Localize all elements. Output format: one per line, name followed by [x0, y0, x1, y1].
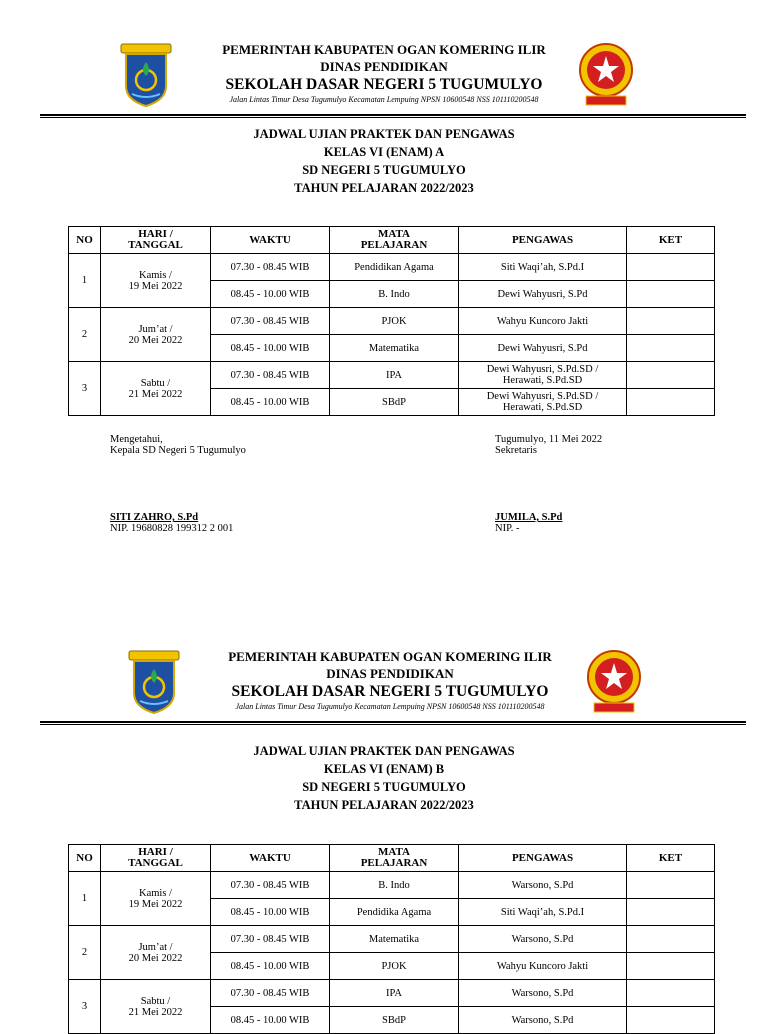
proctor-cell: Siti Waqi’ah, S.Pd.I	[459, 899, 627, 926]
table-header-row	[69, 845, 715, 872]
proctor-cell: Siti Waqi’ah, S.Pd.I	[459, 254, 627, 281]
letterhead-divider	[40, 114, 746, 118]
letterhead	[6, 629, 768, 709]
row-number: 3	[69, 362, 101, 416]
header-subject: MATA PELAJARAN	[330, 227, 459, 254]
proctor-cell: Wahyu Kuncoro Jakti	[459, 308, 627, 335]
secretary-nip: NIP. -	[495, 523, 520, 534]
subject-cell: SBdP	[330, 1007, 459, 1034]
school-emblem-icon	[586, 649, 642, 715]
table-header-row	[69, 227, 715, 254]
header-no: NO	[69, 227, 101, 254]
note-cell	[627, 1007, 715, 1034]
principal-nip: NIP. 19680828 199312 2 001	[110, 523, 234, 534]
principal-name: SITI ZAHRO, S.Pd	[110, 512, 199, 523]
subject-cell: PJOK	[330, 953, 459, 980]
proctor-cell: Warsono, S.Pd	[459, 872, 627, 899]
time-cell: 08.45 - 10.00 WIB	[211, 335, 330, 362]
signature-right	[495, 434, 602, 534]
secretary-name: JUMILA, S.Pd	[495, 512, 563, 523]
note-cell	[627, 899, 715, 926]
header-day-date: HARI / TANGGAL	[101, 845, 211, 872]
table-row	[69, 926, 715, 953]
time-cell: 07.30 - 08.45 WIB	[211, 872, 330, 899]
header-time: WAKTU	[211, 227, 330, 254]
header-time: WAKTU	[211, 845, 330, 872]
letterhead-school: SEKOLAH DASAR NEGERI 5 TUGUMULYO	[231, 683, 549, 700]
schedule-titles	[0, 125, 768, 197]
schedule-title: JADWAL UJIAN PRAKTEK DAN PENGAWAS	[253, 127, 515, 141]
time-cell: 07.30 - 08.45 WIB	[211, 308, 330, 335]
header-proctor: PENGAWAS	[459, 227, 627, 254]
time-cell: 08.45 - 10.00 WIB	[211, 389, 330, 416]
letterhead	[0, 28, 768, 108]
day-date-cell: Jum’at / 20 Mei 2022	[101, 926, 211, 980]
day-date-cell: Sabtu / 21 Mei 2022	[101, 980, 211, 1034]
note-cell	[627, 281, 715, 308]
proctor-cell: Wahyu Kuncoro Jakti	[459, 953, 627, 980]
header-note: KET	[627, 227, 715, 254]
schedule-sheet-b	[0, 617, 768, 1024]
subject-cell: B. Indo	[330, 281, 459, 308]
header-note: KET	[627, 845, 715, 872]
row-number: 1	[69, 872, 101, 926]
letterhead-address: Jalan Lintas Timur Desa Tugumulyo Kecamatan Lempuing NPSN 10600548 NSS 101110200548	[235, 702, 545, 711]
row-number: 3	[69, 980, 101, 1034]
table-row	[69, 308, 715, 335]
day-date-cell: Kamis / 19 Mei 2022	[101, 872, 211, 926]
header-day-date: HARI / TANGGAL	[101, 227, 211, 254]
schedule-titles	[0, 742, 768, 814]
row-number: 2	[69, 308, 101, 362]
subject-cell: Matematika	[330, 335, 459, 362]
subject-cell: PJOK	[330, 308, 459, 335]
signature-left	[110, 434, 246, 534]
time-cell: 08.45 - 10.00 WIB	[211, 281, 330, 308]
proctor-cell: Warsono, S.Pd	[459, 926, 627, 953]
academic-year-title: TAHUN PELAJARAN 2022/2023	[294, 181, 474, 195]
table-row	[69, 872, 715, 899]
subject-cell: IPA	[330, 362, 459, 389]
class-title: KELAS VI (ENAM) A	[323, 145, 445, 159]
note-cell	[627, 308, 715, 335]
proctor-cell: Dewi Wahyusri, S.Pd	[459, 281, 627, 308]
subject-cell: IPA	[330, 980, 459, 1007]
day-date-cell: Kamis / 19 Mei 2022	[101, 254, 211, 308]
letterhead-department: DINAS PENDIDIKAN	[320, 59, 448, 74]
day-date-cell: Sabtu / 21 Mei 2022	[101, 362, 211, 416]
table-row	[69, 362, 715, 389]
subject-cell: SBdP	[330, 389, 459, 416]
day-date-cell: Jum’at / 20 Mei 2022	[101, 308, 211, 362]
note-cell	[627, 980, 715, 1007]
time-cell: 08.45 - 10.00 WIB	[211, 1007, 330, 1034]
header-subject: MATA PELAJARAN	[330, 845, 459, 872]
school-title: SD NEGERI 5 TUGUMULYO	[302, 780, 466, 794]
note-cell	[627, 953, 715, 980]
letterhead-address: Jalan Lintas Timur Desa Tugumulyo Kecamatan Lempuing NPSN 10600548 NSS 101110200548	[229, 95, 539, 104]
proctor-cell: Dewi Wahyusri, S.Pd	[459, 335, 627, 362]
subject-cell: B. Indo	[330, 872, 459, 899]
letterhead-department: DINAS PENDIDIKAN	[326, 666, 454, 681]
time-cell: 07.30 - 08.45 WIB	[211, 254, 330, 281]
class-title: KELAS VI (ENAM) B	[323, 762, 445, 776]
note-cell	[627, 926, 715, 953]
row-number: 2	[69, 926, 101, 980]
academic-year-title: TAHUN PELAJARAN 2022/2023	[294, 798, 474, 812]
table-row	[69, 254, 715, 281]
note-cell	[627, 872, 715, 899]
letterhead-school: SEKOLAH DASAR NEGERI 5 TUGUMULYO	[225, 76, 543, 93]
note-cell	[627, 254, 715, 281]
letterhead-government: PEMERINTAH KABUPATEN OGAN KOMERING ILIR	[222, 42, 546, 57]
time-cell: 07.30 - 08.45 WIB	[211, 926, 330, 953]
row-number: 1	[69, 254, 101, 308]
subject-cell: Matematika	[330, 926, 459, 953]
exam-schedule-table	[68, 226, 715, 416]
proctor-cell: Warsono, S.Pd	[459, 1007, 627, 1034]
time-cell: 07.30 - 08.45 WIB	[211, 362, 330, 389]
header-no: NO	[69, 845, 101, 872]
header-proctor: PENGAWAS	[459, 845, 627, 872]
school-emblem-icon	[578, 42, 634, 108]
proctor-cell: Warsono, S.Pd	[459, 980, 627, 1007]
exam-schedule-table	[68, 844, 715, 1034]
subject-cell: Pendidikan Agama	[330, 254, 459, 281]
acknowledged-label: Mengetahui,	[110, 434, 163, 445]
schedule-title: JADWAL UJIAN PRAKTEK DAN PENGAWAS	[253, 744, 515, 758]
proctor-cell: Dewi Wahyusri, S.Pd.SD / Herawati, S.Pd.SD	[459, 362, 627, 389]
letterhead-divider	[40, 721, 746, 725]
place-date: Tugumulyo, 11 Mei 2022	[495, 434, 603, 445]
proctor-cell: Dewi Wahyusri, S.Pd.SD / Herawati, S.Pd.SD	[459, 389, 627, 416]
time-cell: 07.30 - 08.45 WIB	[211, 980, 330, 1007]
time-cell: 08.45 - 10.00 WIB	[211, 953, 330, 980]
school-title: SD NEGERI 5 TUGUMULYO	[302, 163, 466, 177]
subject-cell: Pendidika Agama	[330, 899, 459, 926]
table-row	[69, 980, 715, 1007]
principal-title: Kepala SD Negeri 5 Tugumulyo	[110, 445, 246, 456]
time-cell: 08.45 - 10.00 WIB	[211, 899, 330, 926]
note-cell	[627, 335, 715, 362]
letterhead-government: PEMERINTAH KABUPATEN OGAN KOMERING ILIR	[228, 649, 552, 664]
note-cell	[627, 389, 715, 416]
note-cell	[627, 362, 715, 389]
secretary-title: Sekretaris	[495, 445, 537, 456]
